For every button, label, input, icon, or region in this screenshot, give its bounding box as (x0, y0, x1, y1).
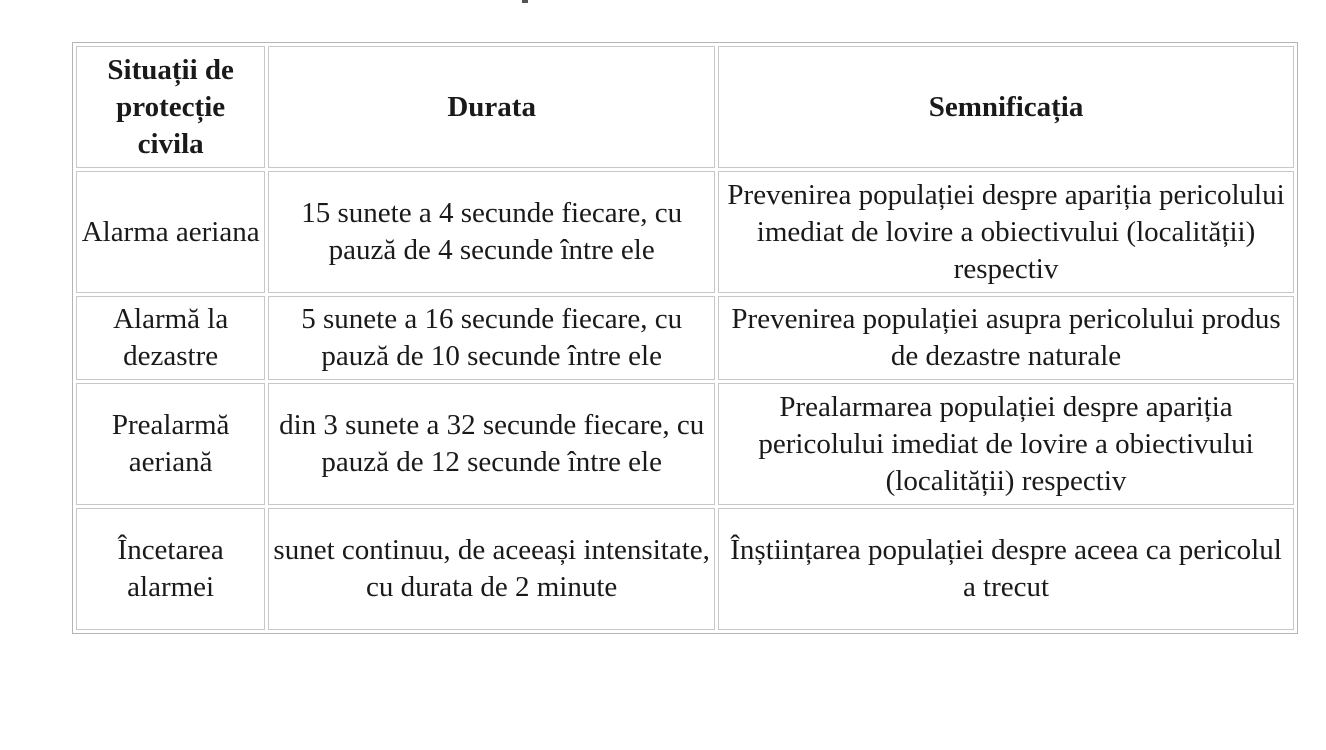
table-row (76, 296, 1294, 380)
cell-situatie: Încetarea alarmei (76, 508, 265, 630)
header-durata: Durata (268, 46, 715, 168)
table-row (76, 383, 1294, 505)
table-row (76, 171, 1294, 293)
cell-situatie: Alarmă la dezastre (76, 296, 265, 380)
cell-durata: 15 sunete a 4 secunde fiecare, cu pauză de 4 secunde între ele (268, 171, 715, 293)
cell-durata: sunet continuu, de aceeași intensitate, cu durata de 2 minute (268, 508, 715, 630)
cell-semnificatie: Prevenirea populației despre apariția pericolului imediat de lovire a obiectivului (localității) respectiv (718, 171, 1294, 293)
cell-durata: 5 sunete a 16 secunde fiecare, cu pauză de 10 secunde între ele (268, 296, 715, 380)
cell-durata: din 3 sunete a 32 secunde fiecare, cu pauză de 12 secunde între ele (268, 383, 715, 505)
top-edge-mark (522, 0, 528, 3)
header-situatii: Situații de protecție civila (76, 46, 265, 168)
cell-situatie: Alarma aeriana (76, 171, 265, 293)
civil-protection-signals-table (72, 42, 1298, 634)
table-header-row (76, 46, 1294, 168)
cell-semnificatie: Înștiințarea populației despre aceea ca pericolul a trecut (718, 508, 1294, 630)
cell-semnificatie: Prevenirea populației asupra pericolului produs de dezastre naturale (718, 296, 1294, 380)
table-row (76, 508, 1294, 630)
cell-situatie: Prealarmă aeriană (76, 383, 265, 505)
header-semnificatia: Semnificația (718, 46, 1294, 168)
cell-semnificatie: Prealarmarea populației despre apariția pericolului imediat de lovire a obiectivului (localității) respectiv (718, 383, 1294, 505)
